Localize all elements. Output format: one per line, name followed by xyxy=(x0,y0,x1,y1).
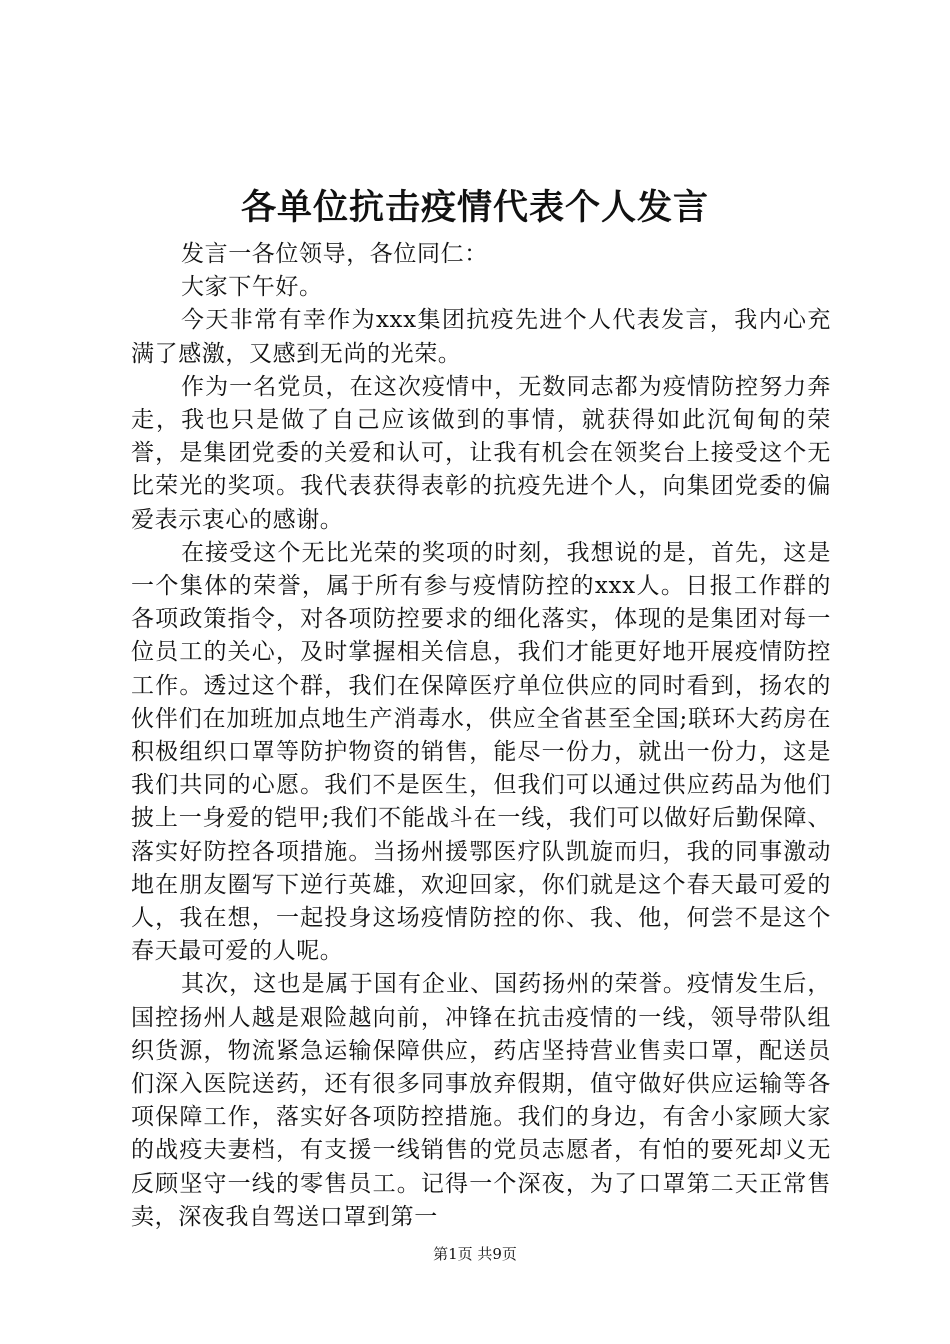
paragraph: 其次，这也是属于国有企业、国药扬州的荣誉。疫情发生后，国控扬州人越是艰险越向前，冲锋在抗击疫情的一线，领导带队组织货源，物流紧急运输保障供应，药店坚持营业售卖口罩，配送员们深入医院送药，还有很多同事放弃假期，值守做好供应运输等各项保障工作，落实好各项防控措施。我们的身边，有舍小家顾大家的战疫夫妻档，有支援一线销售的党员志愿者，有怕的要死却义无反顾坚守一线的零售员工。记得一个深夜，为了口罩第二天正常售卖，深夜我自驾送口罩到第一 xyxy=(131,971,831,1230)
paragraph-greeting: 大家下午好。 xyxy=(181,274,323,301)
paragraph: 今天非常有幸作为xxx集团抗疫先进个人代表发言，我内心充满了感激，又感到无尚的光荣。 xyxy=(131,307,831,367)
paragraph: 在接受这个无比光荣的奖项的时刻，我想说的是，首先，这是一个集体的荣誉，属于所有参与疫情防控的xxx人。日报工作群的各项政策指令，对各项防控要求的细化落实，体现的是集团对每一位员工的关心，及时掌握相关信息，我们才能更好地开展疫情防控工作。透过这个群，我们在保障医疗单位供应的同时看到，扬农的伙伴们在加班加点地生产消毒水，供应全省甚至全国;联环大药房在积极组织口罩等防护物资的销售，能尽一份力，就出一份力，这是我们共同的心愿。我们不是医生，但我们可以通过供应药品为他们披上一身爱的铠甲;我们不能战斗在一线，我们可以做好后勤保障、落实好防控各项措施。当扬州援鄂医疗队凯旋而归，我的同事激动地在朋友圈写下逆行英雄，欢迎回家，你们就是这个春天最可爱的人，我在想，一起投身这场疫情防控的你、我、他，何尝不是这个春天最可爱的人呢。 xyxy=(131,539,831,965)
page-footer: 第1页 共9页 xyxy=(433,1245,517,1263)
paragraph: 作为一名党员，在这次疫情中，无数同志都为疫情防控努力奔走，我也只是做了自己应该做到的事情，就获得如此沉甸甸的荣誉，是集团党委的关爱和认可，让我有机会在领奖台上接受这个无比荣光的奖项。我代表获得表彰的抗疫先进个人，向集团党委的偏爱表示衷心的感谢。 xyxy=(131,373,831,533)
document-body xyxy=(131,238,831,1234)
paragraph-salutation: 发言一各位领导，各位同仁： xyxy=(181,241,488,267)
document-title: 各单位抗击疫情代表个人发言 xyxy=(240,187,709,228)
